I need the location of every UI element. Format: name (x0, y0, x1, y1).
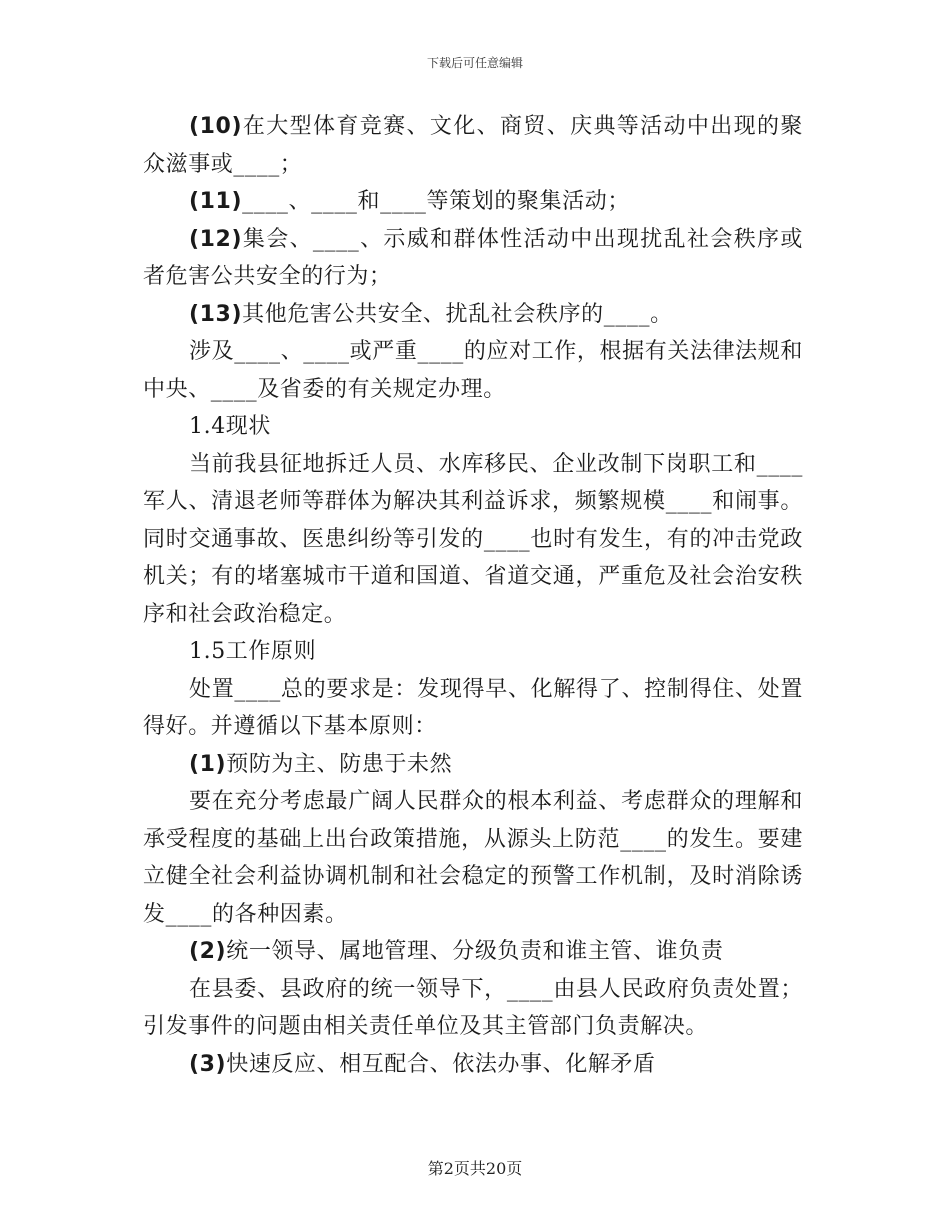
item-number: (2) (189, 939, 227, 964)
paragraph-text: 在大型体育竞赛、文化、商贸、庆典等活动中出现的聚众滋事或____； (143, 114, 803, 177)
item-number: (10) (189, 114, 243, 139)
item-number: (12) (189, 226, 243, 252)
paragraph-principles-intro: 处置____总的要求是：发现得早、化解得了、控制得住、处置得好。并遵循以下基本原则： (143, 676, 803, 739)
page-footer: 第2页共20页 (427, 1159, 523, 1178)
paragraph-item-11 (143, 183, 803, 221)
section-heading-1-5: 1.5工作原则 (189, 639, 317, 664)
item-number: (11) (189, 189, 243, 214)
paragraph-status: 当前我县征地拆迁人员、水库移民、企业改制下岗职工和____军人、清退老师等群体为解决其利益诉求，频繁规模____和闹事。同时交通事故、医患纠纷等引发的____也时有发生，有的冲击党政机关；有的堵塞城市干道和国道、省道交通，严重危及社会治安秩序和社会政治稳定。 (143, 451, 803, 627)
item-number: (13) (189, 301, 243, 327)
paragraph-scope: 涉及____、____或严重____的应对工作，根据有关法律法规和中央、____及省委的有关规定办理。 (143, 339, 803, 402)
paragraph-item-10 (143, 108, 803, 183)
paragraph-prevention: 要在充分考虑最广阔人民群众的根本利益、考虑群众的理解和承受程度的基础上出台政策措施，从源头上防范____的发生。要建立健全社会利益协调机制和社会稳定的预警工作机制，及时消除诱发____的各种因素。 (143, 789, 803, 927)
document-body (143, 108, 803, 1083)
principle-heading-2 (143, 933, 803, 971)
principle-heading-1 (143, 746, 803, 784)
paragraph-text: 集会、____、示威和群体性活动中出现扰乱社会秩序或者危害公共安全的行为； (143, 226, 803, 289)
paragraph-text: 统一领导、属地管理、分级负责和谁主管、谁负责 (226, 939, 724, 964)
item-number: (1) (189, 751, 227, 777)
page-header: 下载后可任意编辑 (426, 56, 523, 70)
principle-heading-3 (143, 1046, 803, 1084)
paragraph-text: ____、____和____等策划的聚集活动； (242, 189, 630, 214)
paragraph-text: 预防为主、防患于未然 (226, 751, 453, 777)
item-number: (3) (189, 1051, 227, 1077)
paragraph-leadership: 在县委、县政府的统一领导下，____由县人民政府负责处置；引发事件的问题由相关责任单位及其主管部门负责解决。 (143, 976, 803, 1039)
section-heading-1-4: 1.4现状 (189, 414, 271, 439)
paragraph-text: 快速反应、相互配合、依法办事、化解矛盾 (226, 1051, 656, 1077)
paragraph-item-12 (143, 221, 803, 296)
paragraph-item-13 (143, 296, 803, 334)
paragraph-text: 其他危害公共安全、扰乱社会秩序的____。 (242, 301, 673, 327)
